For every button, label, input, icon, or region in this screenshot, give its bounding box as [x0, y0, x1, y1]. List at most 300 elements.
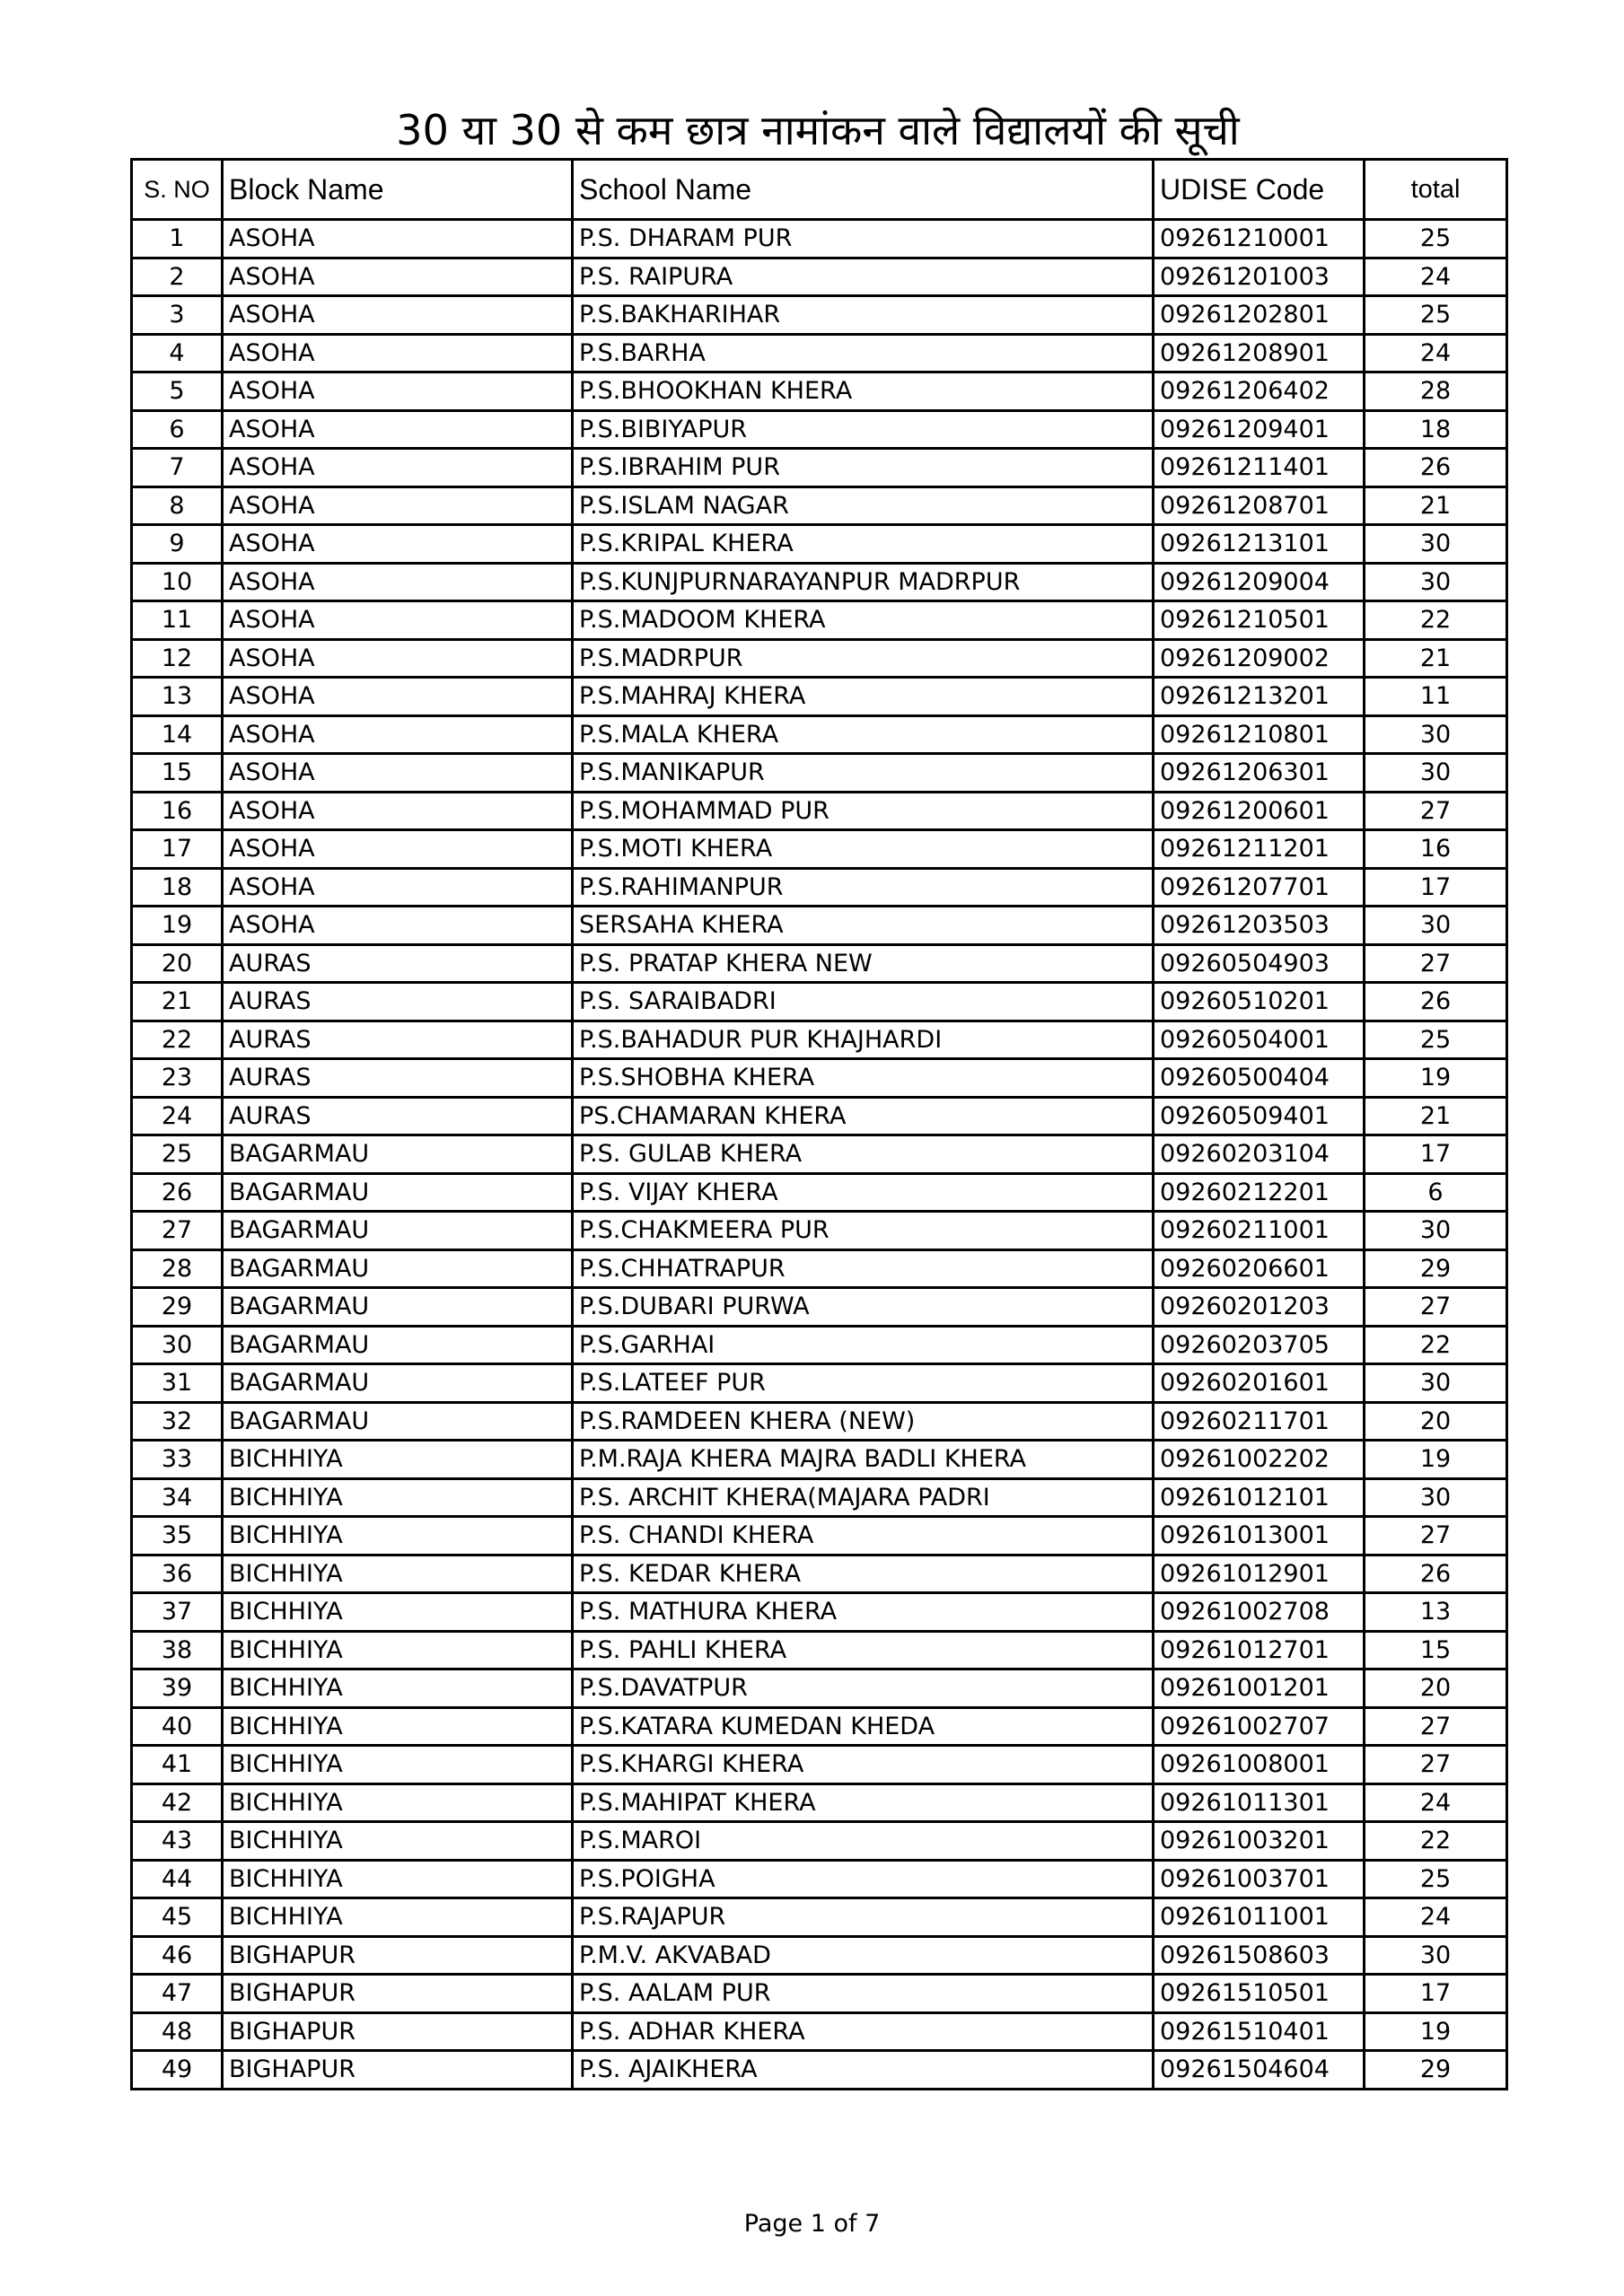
cell-school-name: P.S.BHOOKHAN KHERA — [573, 372, 1154, 411]
table-row — [132, 1097, 1507, 1135]
cell-sno: 2 — [132, 258, 223, 296]
table-row — [132, 1288, 1507, 1327]
cell-sno: 1 — [132, 220, 223, 259]
table-row — [132, 486, 1507, 525]
cell-udise-code: 09261003701 — [1154, 1860, 1365, 1898]
cell-total: 26 — [1365, 1555, 1507, 1593]
cell-sno: 9 — [132, 525, 223, 564]
cell-udise-code: 09260201601 — [1154, 1364, 1365, 1403]
table-row — [132, 792, 1507, 830]
cell-school-name: P.S.LATEEF PUR — [573, 1364, 1154, 1403]
cell-school-name: P.S.ISLAM NAGAR — [573, 486, 1154, 525]
cell-block-name: BICHHIYA — [223, 1822, 573, 1861]
cell-sno: 23 — [132, 1059, 223, 1098]
cell-block-name: ASOHA — [223, 754, 573, 793]
cell-school-name: P.S.IBRAHIM PUR — [573, 449, 1154, 487]
header-udise-code: UDISE Code — [1154, 160, 1365, 220]
cell-sno: 30 — [132, 1326, 223, 1364]
cell-total: 18 — [1365, 410, 1507, 449]
cell-udise-code: 09261207701 — [1154, 868, 1365, 907]
cell-school-name: P.S.MAROI — [573, 1822, 1154, 1861]
cell-school-name: P.M.RAJA KHERA MAJRA BADLI KHERA — [573, 1441, 1154, 1479]
table-row — [132, 1402, 1507, 1441]
cell-udise-code: 09260203104 — [1154, 1135, 1365, 1174]
table-row — [132, 525, 1507, 564]
cell-sno: 17 — [132, 830, 223, 869]
cell-sno: 20 — [132, 944, 223, 983]
table-row — [132, 907, 1507, 945]
cell-total: 30 — [1365, 1478, 1507, 1517]
cell-sno: 10 — [132, 563, 223, 601]
cell-total: 19 — [1365, 1441, 1507, 1479]
cell-udise-code: 09261209004 — [1154, 563, 1365, 601]
table-row — [132, 1173, 1507, 1212]
cell-block-name: BAGARMAU — [223, 1364, 573, 1403]
cell-sno: 43 — [132, 1822, 223, 1861]
cell-udise-code: 09261510401 — [1154, 2012, 1365, 2051]
cell-school-name: P.S.MOTI KHERA — [573, 830, 1154, 869]
cell-school-name: P.S.GARHAI — [573, 1326, 1154, 1364]
cell-block-name: AURAS — [223, 983, 573, 1021]
cell-block-name: BIGHAPUR — [223, 2051, 573, 2090]
cell-block-name: BICHHIYA — [223, 1441, 573, 1479]
cell-school-name: P.S.CHAKMEERA PUR — [573, 1212, 1154, 1250]
cell-school-name: P.S.MADRPUR — [573, 639, 1154, 678]
table-row — [132, 1822, 1507, 1861]
cell-total: 22 — [1365, 1822, 1507, 1861]
cell-block-name: ASOHA — [223, 639, 573, 678]
table-row — [132, 1135, 1507, 1174]
table-row — [132, 754, 1507, 793]
cell-total: 30 — [1365, 754, 1507, 793]
cell-total: 11 — [1365, 678, 1507, 716]
cell-block-name: AURAS — [223, 1059, 573, 1098]
cell-school-name: P.S. VIJAY KHERA — [573, 1173, 1154, 1212]
cell-total: 26 — [1365, 449, 1507, 487]
table-row — [132, 1860, 1507, 1898]
table-row — [132, 715, 1507, 754]
cell-school-name: P.S.POIGHA — [573, 1860, 1154, 1898]
cell-school-name: P.S.BAKHARIHAR — [573, 296, 1154, 335]
cell-block-name: AURAS — [223, 944, 573, 983]
cell-school-name: P.S. PAHLI KHERA — [573, 1631, 1154, 1669]
cell-udise-code: 09261508603 — [1154, 1936, 1365, 1975]
page-title: 30 या 30 से कम छात्र नामांकन वाले विद्यालयों की सूची — [396, 106, 1240, 154]
cell-sno: 36 — [132, 1555, 223, 1593]
cell-udise-code: 09260500404 — [1154, 1059, 1365, 1098]
cell-block-name: ASOHA — [223, 449, 573, 487]
cell-udise-code: 09261203503 — [1154, 907, 1365, 945]
cell-total: 30 — [1365, 907, 1507, 945]
cell-total: 30 — [1365, 715, 1507, 754]
cell-block-name: BIGHAPUR — [223, 1975, 573, 2013]
header-block-name: Block Name — [223, 160, 573, 220]
cell-block-name: BICHHIYA — [223, 1860, 573, 1898]
cell-sno: 32 — [132, 1402, 223, 1441]
cell-total: 25 — [1365, 296, 1507, 335]
cell-block-name: BIGHAPUR — [223, 2012, 573, 2051]
cell-sno: 11 — [132, 601, 223, 640]
cell-sno: 19 — [132, 907, 223, 945]
cell-udise-code: 09261003201 — [1154, 1822, 1365, 1861]
cell-block-name: BICHHIYA — [223, 1593, 573, 1632]
cell-school-name: P.S.MADOOM KHERA — [573, 601, 1154, 640]
cell-school-name: P.S. KEDAR KHERA — [573, 1555, 1154, 1593]
cell-school-name: P.S. RAIPURA — [573, 258, 1154, 296]
cell-block-name: ASOHA — [223, 296, 573, 335]
cell-school-name: P.S.DAVATPUR — [573, 1669, 1154, 1708]
cell-total: 25 — [1365, 1860, 1507, 1898]
cell-total: 29 — [1365, 2051, 1507, 2090]
cell-sno: 25 — [132, 1135, 223, 1174]
table-row — [132, 334, 1507, 372]
cell-block-name: ASOHA — [223, 486, 573, 525]
cell-school-name: P.S.BAHADUR PUR KHAJHARDI — [573, 1021, 1154, 1059]
cell-block-name: ASOHA — [223, 678, 573, 716]
cell-total: 24 — [1365, 1783, 1507, 1822]
cell-udise-code: 09260509401 — [1154, 1097, 1365, 1135]
cell-udise-code: 09261210001 — [1154, 220, 1365, 259]
cell-udise-code: 09261011301 — [1154, 1783, 1365, 1822]
table-row — [132, 1555, 1507, 1593]
cell-sno: 48 — [132, 2012, 223, 2051]
cell-school-name: P.S.KATARA KUMEDAN KHEDA — [573, 1707, 1154, 1746]
cell-block-name: BICHHIYA — [223, 1478, 573, 1517]
cell-sno: 28 — [132, 1249, 223, 1288]
table-row — [132, 678, 1507, 716]
table-row — [132, 639, 1507, 678]
cell-school-name: P.S.MAHIPAT KHERA — [573, 1783, 1154, 1822]
cell-block-name: BICHHIYA — [223, 1783, 573, 1822]
cell-sno: 42 — [132, 1783, 223, 1822]
cell-udise-code: 09260212201 — [1154, 1173, 1365, 1212]
cell-block-name: AURAS — [223, 1021, 573, 1059]
cell-udise-code: 09261013001 — [1154, 1517, 1365, 1555]
cell-block-name: BAGARMAU — [223, 1288, 573, 1327]
cell-sno: 8 — [132, 486, 223, 525]
cell-sno: 34 — [132, 1478, 223, 1517]
cell-sno: 29 — [132, 1288, 223, 1327]
cell-sno: 12 — [132, 639, 223, 678]
cell-sno: 16 — [132, 792, 223, 830]
cell-udise-code: 09260510201 — [1154, 983, 1365, 1021]
cell-block-name: ASOHA — [223, 792, 573, 830]
cell-block-name: BICHHIYA — [223, 1898, 573, 1937]
table-row — [132, 868, 1507, 907]
table-row — [132, 1249, 1507, 1288]
cell-total: 17 — [1365, 868, 1507, 907]
table-row — [132, 258, 1507, 296]
cell-udise-code: 09261002202 — [1154, 1441, 1365, 1479]
school-list-table — [130, 158, 1508, 2090]
cell-block-name: ASOHA — [223, 715, 573, 754]
cell-total: 28 — [1365, 372, 1507, 411]
cell-block-name: ASOHA — [223, 907, 573, 945]
table-row — [132, 944, 1507, 983]
cell-total: 13 — [1365, 1593, 1507, 1632]
cell-sno: 46 — [132, 1936, 223, 1975]
cell-block-name: ASOHA — [223, 525, 573, 564]
cell-block-name: BICHHIYA — [223, 1707, 573, 1746]
cell-block-name: ASOHA — [223, 410, 573, 449]
cell-sno: 21 — [132, 983, 223, 1021]
table-row — [132, 1021, 1507, 1059]
table-row — [132, 372, 1507, 411]
cell-sno: 39 — [132, 1669, 223, 1708]
cell-school-name: P.S.RAHIMANPUR — [573, 868, 1154, 907]
cell-udise-code: 09261200601 — [1154, 792, 1365, 830]
cell-sno: 7 — [132, 449, 223, 487]
cell-total: 27 — [1365, 1288, 1507, 1327]
cell-block-name: BIGHAPUR — [223, 1936, 573, 1975]
cell-block-name: ASOHA — [223, 220, 573, 259]
cell-school-name: PS.CHAMARAN KHERA — [573, 1097, 1154, 1135]
cell-total: 20 — [1365, 1669, 1507, 1708]
header-total: total — [1365, 160, 1507, 220]
cell-school-name: P.S. AALAM PUR — [573, 1975, 1154, 2013]
cell-udise-code: 09261012101 — [1154, 1478, 1365, 1517]
cell-udise-code: 09261208701 — [1154, 486, 1365, 525]
cell-sno: 47 — [132, 1975, 223, 2013]
cell-udise-code: 09261209002 — [1154, 639, 1365, 678]
cell-total: 17 — [1365, 1135, 1507, 1174]
table-row — [132, 983, 1507, 1021]
cell-udise-code: 09261210501 — [1154, 601, 1365, 640]
cell-block-name: ASOHA — [223, 258, 573, 296]
cell-udise-code: 09261012701 — [1154, 1631, 1365, 1669]
cell-udise-code: 09261202801 — [1154, 296, 1365, 335]
cell-total: 22 — [1365, 1326, 1507, 1364]
cell-udise-code: 09260504001 — [1154, 1021, 1365, 1059]
cell-total: 27 — [1365, 1746, 1507, 1784]
table-row — [132, 296, 1507, 335]
cell-udise-code: 09261012901 — [1154, 1555, 1365, 1593]
cell-total: 21 — [1365, 1097, 1507, 1135]
cell-udise-code: 09261206402 — [1154, 372, 1365, 411]
cell-udise-code: 09261206301 — [1154, 754, 1365, 793]
table-body — [132, 220, 1507, 2090]
cell-block-name: ASOHA — [223, 334, 573, 372]
cell-sno: 3 — [132, 296, 223, 335]
table-row — [132, 563, 1507, 601]
cell-sno: 35 — [132, 1517, 223, 1555]
cell-block-name: BAGARMAU — [223, 1173, 573, 1212]
cell-sno: 44 — [132, 1860, 223, 1898]
cell-total: 26 — [1365, 983, 1507, 1021]
table-row — [132, 1669, 1507, 1708]
cell-total: 27 — [1365, 1517, 1507, 1555]
table-row — [132, 1059, 1507, 1098]
cell-udise-code: 09261213201 — [1154, 678, 1365, 716]
cell-total: 22 — [1365, 601, 1507, 640]
cell-block-name: BICHHIYA — [223, 1555, 573, 1593]
cell-block-name: BAGARMAU — [223, 1402, 573, 1441]
cell-udise-code: 09261211401 — [1154, 449, 1365, 487]
table-row — [132, 1783, 1507, 1822]
cell-block-name: BICHHIYA — [223, 1669, 573, 1708]
cell-udise-code: 09261213101 — [1154, 525, 1365, 564]
cell-block-name: BICHHIYA — [223, 1517, 573, 1555]
cell-school-name: P.S. CHANDI KHERA — [573, 1517, 1154, 1555]
cell-block-name: BAGARMAU — [223, 1249, 573, 1288]
cell-school-name: P.S. SARAIBADRI — [573, 983, 1154, 1021]
cell-total: 30 — [1365, 563, 1507, 601]
cell-sno: 31 — [132, 1364, 223, 1403]
cell-school-name: SERSAHA KHERA — [573, 907, 1154, 945]
cell-school-name: P.S.SHOBHA KHERA — [573, 1059, 1154, 1098]
table-row — [132, 410, 1507, 449]
cell-school-name: P.M.V. AKVABAD — [573, 1936, 1154, 1975]
table-row — [132, 1441, 1507, 1479]
table-row — [132, 220, 1507, 259]
table-row — [132, 1593, 1507, 1632]
cell-school-name: P.S. ARCHIT KHERA(MAJARA PADRI — [573, 1478, 1154, 1517]
cell-school-name: P.S.MALA KHERA — [573, 715, 1154, 754]
cell-sno: 27 — [132, 1212, 223, 1250]
cell-block-name: BICHHIYA — [223, 1631, 573, 1669]
table-row — [132, 1478, 1507, 1517]
cell-total: 27 — [1365, 1707, 1507, 1746]
cell-sno: 41 — [132, 1746, 223, 1784]
cell-total: 30 — [1365, 525, 1507, 564]
cell-udise-code: 09260206601 — [1154, 1249, 1365, 1288]
cell-total: 29 — [1365, 1249, 1507, 1288]
table-row — [132, 1212, 1507, 1250]
table-row — [132, 1326, 1507, 1364]
cell-school-name: P.S.RAJAPUR — [573, 1898, 1154, 1937]
cell-udise-code: 09260211001 — [1154, 1212, 1365, 1250]
cell-total: 24 — [1365, 334, 1507, 372]
page-number: Page 1 of 7 — [743, 2210, 881, 2238]
cell-total: 25 — [1365, 220, 1507, 259]
cell-sno: 14 — [132, 715, 223, 754]
cell-school-name: P.S.DUBARI PURWA — [573, 1288, 1154, 1327]
cell-block-name: BAGARMAU — [223, 1212, 573, 1250]
cell-block-name: BAGARMAU — [223, 1135, 573, 1174]
cell-school-name: P.S.CHHATRAPUR — [573, 1249, 1154, 1288]
table-row — [132, 449, 1507, 487]
cell-sno: 22 — [132, 1021, 223, 1059]
cell-sno: 45 — [132, 1898, 223, 1937]
cell-school-name: P.S. PRATAP KHERA NEW — [573, 944, 1154, 983]
cell-total: 30 — [1365, 1936, 1507, 1975]
table-row — [132, 1936, 1507, 1975]
table-row — [132, 1631, 1507, 1669]
cell-total: 27 — [1365, 792, 1507, 830]
cell-udise-code: 09261008001 — [1154, 1746, 1365, 1784]
cell-sno: 26 — [132, 1173, 223, 1212]
header-school-name: School Name — [573, 160, 1154, 220]
cell-school-name: P.S.KUNJPURNARAYANPUR MADRPUR — [573, 563, 1154, 601]
cell-total: 17 — [1365, 1975, 1507, 2013]
cell-udise-code: 09261504604 — [1154, 2051, 1365, 2090]
cell-sno: 24 — [132, 1097, 223, 1135]
table-row — [132, 1707, 1507, 1746]
table-row — [132, 601, 1507, 640]
cell-school-name: P.S.KRIPAL KHERA — [573, 525, 1154, 564]
table-row — [132, 1975, 1507, 2013]
cell-sno: 5 — [132, 372, 223, 411]
cell-school-name: P.S.MANIKAPUR — [573, 754, 1154, 793]
cell-school-name: P.S.KHARGI KHERA — [573, 1746, 1154, 1784]
cell-udise-code: 09260211701 — [1154, 1402, 1365, 1441]
cell-total: 25 — [1365, 1021, 1507, 1059]
cell-school-name: P.S.MAHRAJ KHERA — [573, 678, 1154, 716]
cell-block-name: AURAS — [223, 1097, 573, 1135]
cell-block-name: ASOHA — [223, 868, 573, 907]
cell-sno: 40 — [132, 1707, 223, 1746]
cell-sno: 15 — [132, 754, 223, 793]
cell-block-name: ASOHA — [223, 563, 573, 601]
cell-block-name: ASOHA — [223, 372, 573, 411]
cell-udise-code: 09261201003 — [1154, 258, 1365, 296]
cell-sno: 6 — [132, 410, 223, 449]
cell-total: 21 — [1365, 639, 1507, 678]
cell-udise-code: 09260201203 — [1154, 1288, 1365, 1327]
cell-school-name: P.S.RAMDEEN KHERA (NEW) — [573, 1402, 1154, 1441]
table-header — [132, 160, 1507, 220]
cell-school-name: P.S.MOHAMMAD PUR — [573, 792, 1154, 830]
cell-school-name: P.S. MATHURA KHERA — [573, 1593, 1154, 1632]
header-sno: S. NO — [132, 160, 223, 220]
cell-sno: 38 — [132, 1631, 223, 1669]
cell-udise-code: 09261011001 — [1154, 1898, 1365, 1937]
cell-school-name: P.S. ADHAR KHERA — [573, 2012, 1154, 2051]
cell-total: 24 — [1365, 258, 1507, 296]
cell-block-name: BAGARMAU — [223, 1326, 573, 1364]
cell-block-name: ASOHA — [223, 601, 573, 640]
cell-sno: 37 — [132, 1593, 223, 1632]
cell-total: 30 — [1365, 1212, 1507, 1250]
cell-sno: 18 — [132, 868, 223, 907]
cell-udise-code: 09261208901 — [1154, 334, 1365, 372]
cell-udise-code: 09261211201 — [1154, 830, 1365, 869]
table-row — [132, 1364, 1507, 1403]
cell-total: 27 — [1365, 944, 1507, 983]
cell-total: 20 — [1365, 1402, 1507, 1441]
table-row — [132, 1898, 1507, 1937]
cell-school-name: P.S. GULAB KHERA — [573, 1135, 1154, 1174]
table-row — [132, 2051, 1507, 2090]
header-row — [132, 160, 1507, 220]
cell-udise-code: 09260504903 — [1154, 944, 1365, 983]
cell-total: 16 — [1365, 830, 1507, 869]
cell-school-name: P.S.BARHA — [573, 334, 1154, 372]
cell-udise-code: 09261001201 — [1154, 1669, 1365, 1708]
cell-total: 15 — [1365, 1631, 1507, 1669]
cell-sno: 33 — [132, 1441, 223, 1479]
cell-total: 19 — [1365, 1059, 1507, 1098]
cell-sno: 49 — [132, 2051, 223, 2090]
cell-total: 21 — [1365, 486, 1507, 525]
cell-udise-code: 09261510501 — [1154, 1975, 1365, 2013]
cell-udise-code: 09261002708 — [1154, 1593, 1365, 1632]
cell-block-name: ASOHA — [223, 830, 573, 869]
cell-total: 19 — [1365, 2012, 1507, 2051]
cell-total: 24 — [1365, 1898, 1507, 1937]
cell-school-name: P.S. AJAIKHERA — [573, 2051, 1154, 2090]
table-row — [132, 2012, 1507, 2051]
cell-block-name: BICHHIYA — [223, 1746, 573, 1784]
cell-sno: 4 — [132, 334, 223, 372]
table-row — [132, 1746, 1507, 1784]
table-row — [132, 1517, 1507, 1555]
cell-total: 6 — [1365, 1173, 1507, 1212]
cell-school-name: P.S. DHARAM PUR — [573, 220, 1154, 259]
cell-udise-code: 09261002707 — [1154, 1707, 1365, 1746]
cell-sno: 13 — [132, 678, 223, 716]
cell-udise-code: 09260203705 — [1154, 1326, 1365, 1364]
